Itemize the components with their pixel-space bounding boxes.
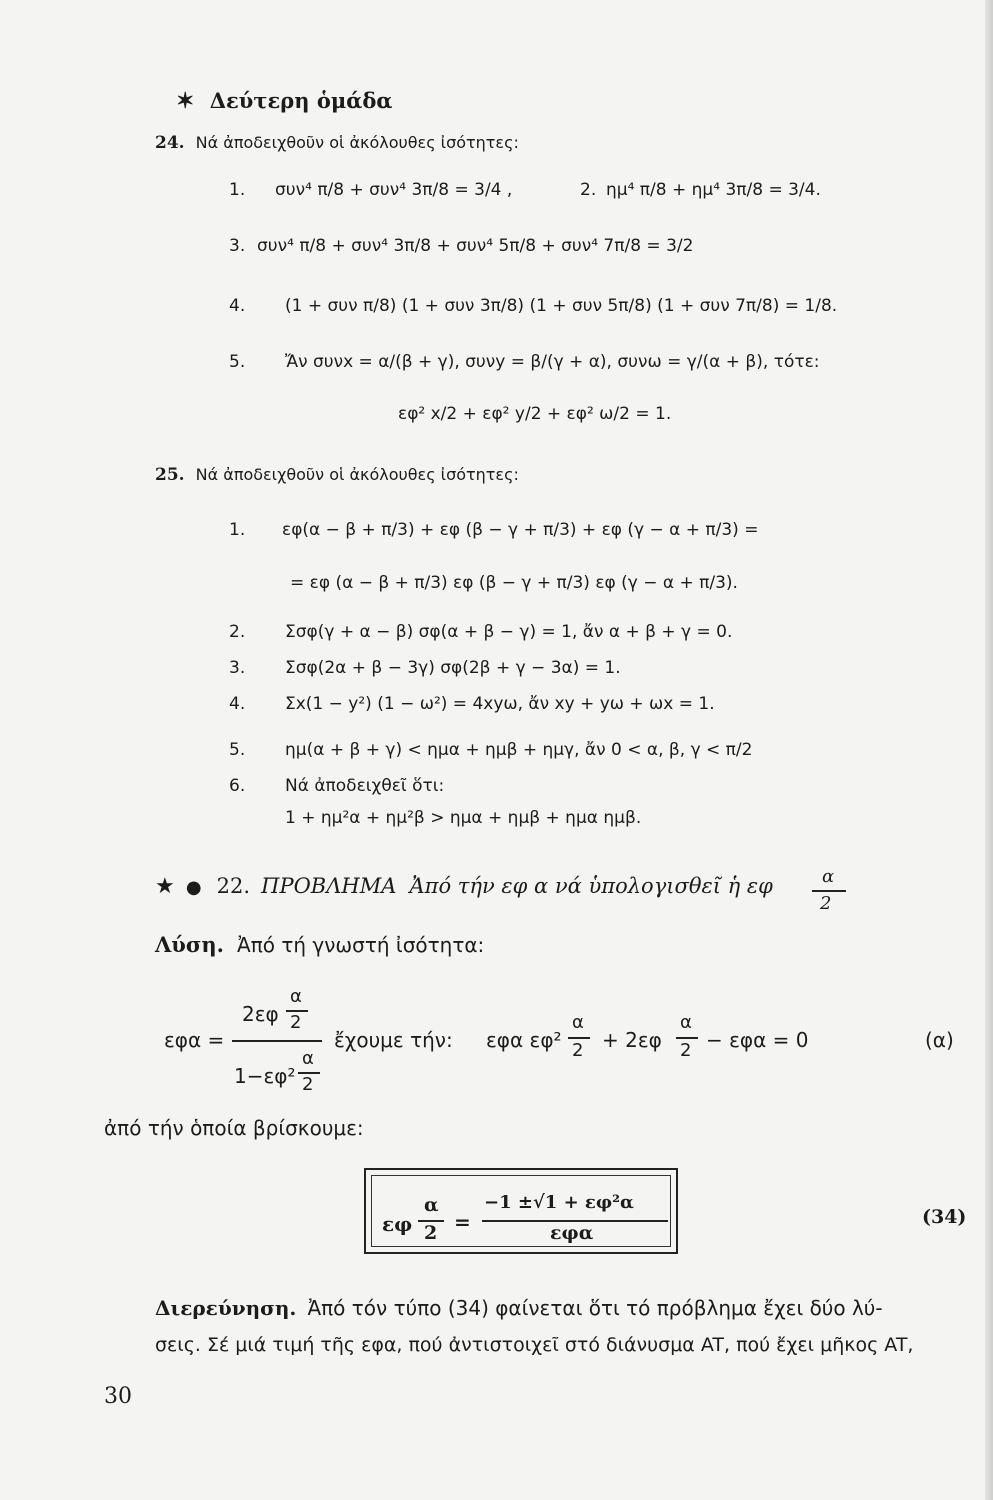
ex24-item-2-label: 2.	[580, 180, 597, 200]
quadratic-term-a: εφα εφ²	[486, 1028, 562, 1052]
discussion-text-2: σεις. Σέ μιά τιμή τῆς εφα, πού ἀντιστοιχεῖ στό διάνυσμα AT, πού ἔχει μῆκος AT,	[155, 1334, 914, 1356]
identity-den-half-den: 2	[302, 1074, 314, 1095]
solution-after-text: ἀπό τήν ὁποία βρίσκουμε:	[104, 1116, 364, 1140]
quadratic-half-num-1: α	[572, 1012, 584, 1033]
ex25-item-3-formula: Σσφ(2α + β − 3γ) σφ(2β + γ − 3α) = 1.	[285, 658, 621, 678]
boxed-equals: =	[454, 1210, 471, 1234]
identity-den-half-num: α	[302, 1048, 314, 1069]
problem-frac-bar	[812, 890, 846, 892]
identity-num-half-num: α	[290, 986, 302, 1007]
quadratic-half-bar-2	[676, 1037, 698, 1039]
star-icon: ✶	[176, 88, 195, 114]
problem-heading	[155, 874, 773, 899]
equation-tag-alpha: (α)	[925, 1028, 954, 1052]
problem-statement: Ἀπό τήν εφ α νά ὑπολογισθεῖ ἡ εφ	[409, 874, 773, 898]
boxed-lhs-den: 2	[424, 1222, 438, 1244]
exercise-number: 25.	[155, 465, 185, 485]
quadratic-half-bar-1	[568, 1037, 590, 1039]
ex25-item-6-label: 6.	[229, 776, 246, 796]
identity-num-half-den: 2	[290, 1012, 302, 1033]
exercise-24-header	[155, 133, 519, 153]
ex24-item-2-formula: ημ⁴ π/8 + ημ⁴ 3π/8 = 3/4.	[606, 180, 821, 200]
ex24-item-5-conclusion: εφ² x/2 + εφ² y/2 + εφ² ω/2 = 1.	[398, 404, 672, 424]
formula-tag-34: (34)	[922, 1206, 967, 1228]
ex24-item-1-formula: συν⁴ π/8 + συν⁴ 3π/8 = 3/4 ,	[275, 180, 513, 200]
ex24-item-1-label: 1.	[229, 180, 246, 200]
boxed-lhs: εφ	[382, 1212, 413, 1236]
ex24-item-5-formula: Ἄν συνx = α/(β + γ), συνy = β/(γ + α), συνω = γ/(α + β), τότε:	[285, 352, 820, 372]
ex24-item-3-formula: συν⁴ π/8 + συν⁴ 3π/8 + συν⁴ 5π/8 + συν⁴ 7π/8 = 3/2	[257, 236, 694, 256]
quadratic-term-c: − εφα = 0	[706, 1028, 809, 1052]
ex25-item-5-formula: ημ(α + β + γ) < ημα + ημβ + ημγ, ἄν 0 < α, β, γ < π/2	[285, 740, 753, 760]
boxed-lhs-num: α	[424, 1194, 439, 1216]
problem-frac-num: α	[822, 866, 835, 887]
solution-label: Λύση.	[155, 932, 224, 957]
boxed-numerator: −1 ±√1 + εφ²α	[484, 1192, 634, 1213]
problem-number: 22.	[216, 874, 251, 898]
problem-title: ΠΡΟΒΛΗΜΑ	[261, 874, 397, 898]
discussion-line-1	[155, 1296, 883, 1320]
ex24-item-4-label: 4.	[229, 296, 246, 316]
quadratic-half-den-1: 2	[572, 1040, 584, 1061]
identity-lhs: εφα =	[164, 1028, 225, 1052]
discussion-label: Διερεύνηση.	[155, 1296, 297, 1320]
ex25-item-2-formula: Σσφ(γ + α − β) σφ(α + β − γ) = 1, ἄν α + β + γ = 0.	[285, 622, 733, 642]
identity-den-text: 1−εφ²	[234, 1064, 296, 1088]
ex25-item-6-formula: 1 + ημ²α + ημ²β > ημα + ημβ + ημα ημβ.	[285, 808, 642, 828]
exercise-intro: Νά ἀποδειχθοῦν οἱ ἀκόλουθες ἰσότητες:	[195, 465, 519, 484]
page-edge	[985, 0, 993, 1500]
ex25-item-4-label: 4.	[229, 694, 246, 714]
boxed-denominator: εφα	[550, 1222, 594, 1244]
bullet-dot-icon: ●	[185, 877, 202, 898]
ex24-item-4-formula: (1 + συν π/8) (1 + συν 3π/8) (1 + συν 5π/8) (1 + συν 7π/8) = 1/8.	[285, 296, 838, 316]
ex25-item-2-label: 2.	[229, 622, 246, 642]
ex25-item-6-text: Νά ἀποδειχθεῖ ὅτι:	[285, 776, 445, 796]
exercise-number: 24.	[155, 133, 185, 153]
ex25-item-1-formula: εφ(α − β + π/3) + εφ (β − γ + π/3) + εφ (γ − α + π/3) =	[282, 520, 759, 540]
exercise-25-header	[155, 465, 519, 485]
ex24-item-5-label: 5.	[229, 352, 246, 372]
ex25-item-5-label: 5.	[229, 740, 246, 760]
quadratic-half-num-2: α	[680, 1012, 692, 1033]
ex24-item-3-label: 3.	[229, 236, 246, 256]
star-icon: ★	[155, 874, 175, 899]
ex25-item-1-formula-cont: = εφ (α − β + π/3) εφ (β − γ + π/3) εφ (γ − α + π/3).	[290, 573, 738, 593]
problem-frac-den: 2	[820, 893, 832, 914]
quadratic-half-den-2: 2	[680, 1040, 692, 1061]
ex25-item-3-label: 3.	[229, 658, 246, 678]
discussion-text-1: Ἀπό τόν τύπο (34) φαίνεται ὅτι τό πρόβλημα ἔχει δύο λύ-	[307, 1296, 883, 1320]
identity-num-text: 2εφ	[242, 1002, 279, 1026]
solution-intro: Ἀπό τή γνωστή ἰσότητα:	[237, 933, 485, 957]
ex25-item-1-label: 1.	[229, 520, 246, 540]
exercise-intro: Νά ἀποδειχθοῦν οἱ ἀκόλουθες ἰσότητες:	[195, 133, 519, 152]
identity-main-fraction-bar	[232, 1040, 322, 1042]
section-heading	[176, 88, 393, 114]
ex25-item-4-formula: Σx(1 − y²) (1 − ω²) = 4xyω, ἄν xy + yω + ωx = 1.	[285, 694, 715, 714]
page-number: 30	[104, 1384, 132, 1409]
section-title: Δεύτερη ὁμάδα	[209, 88, 393, 113]
solution-line	[155, 932, 484, 957]
identity-middle-text: ἔχουμε τήν:	[334, 1028, 453, 1052]
quadratic-term-b: + 2εφ	[602, 1028, 662, 1052]
